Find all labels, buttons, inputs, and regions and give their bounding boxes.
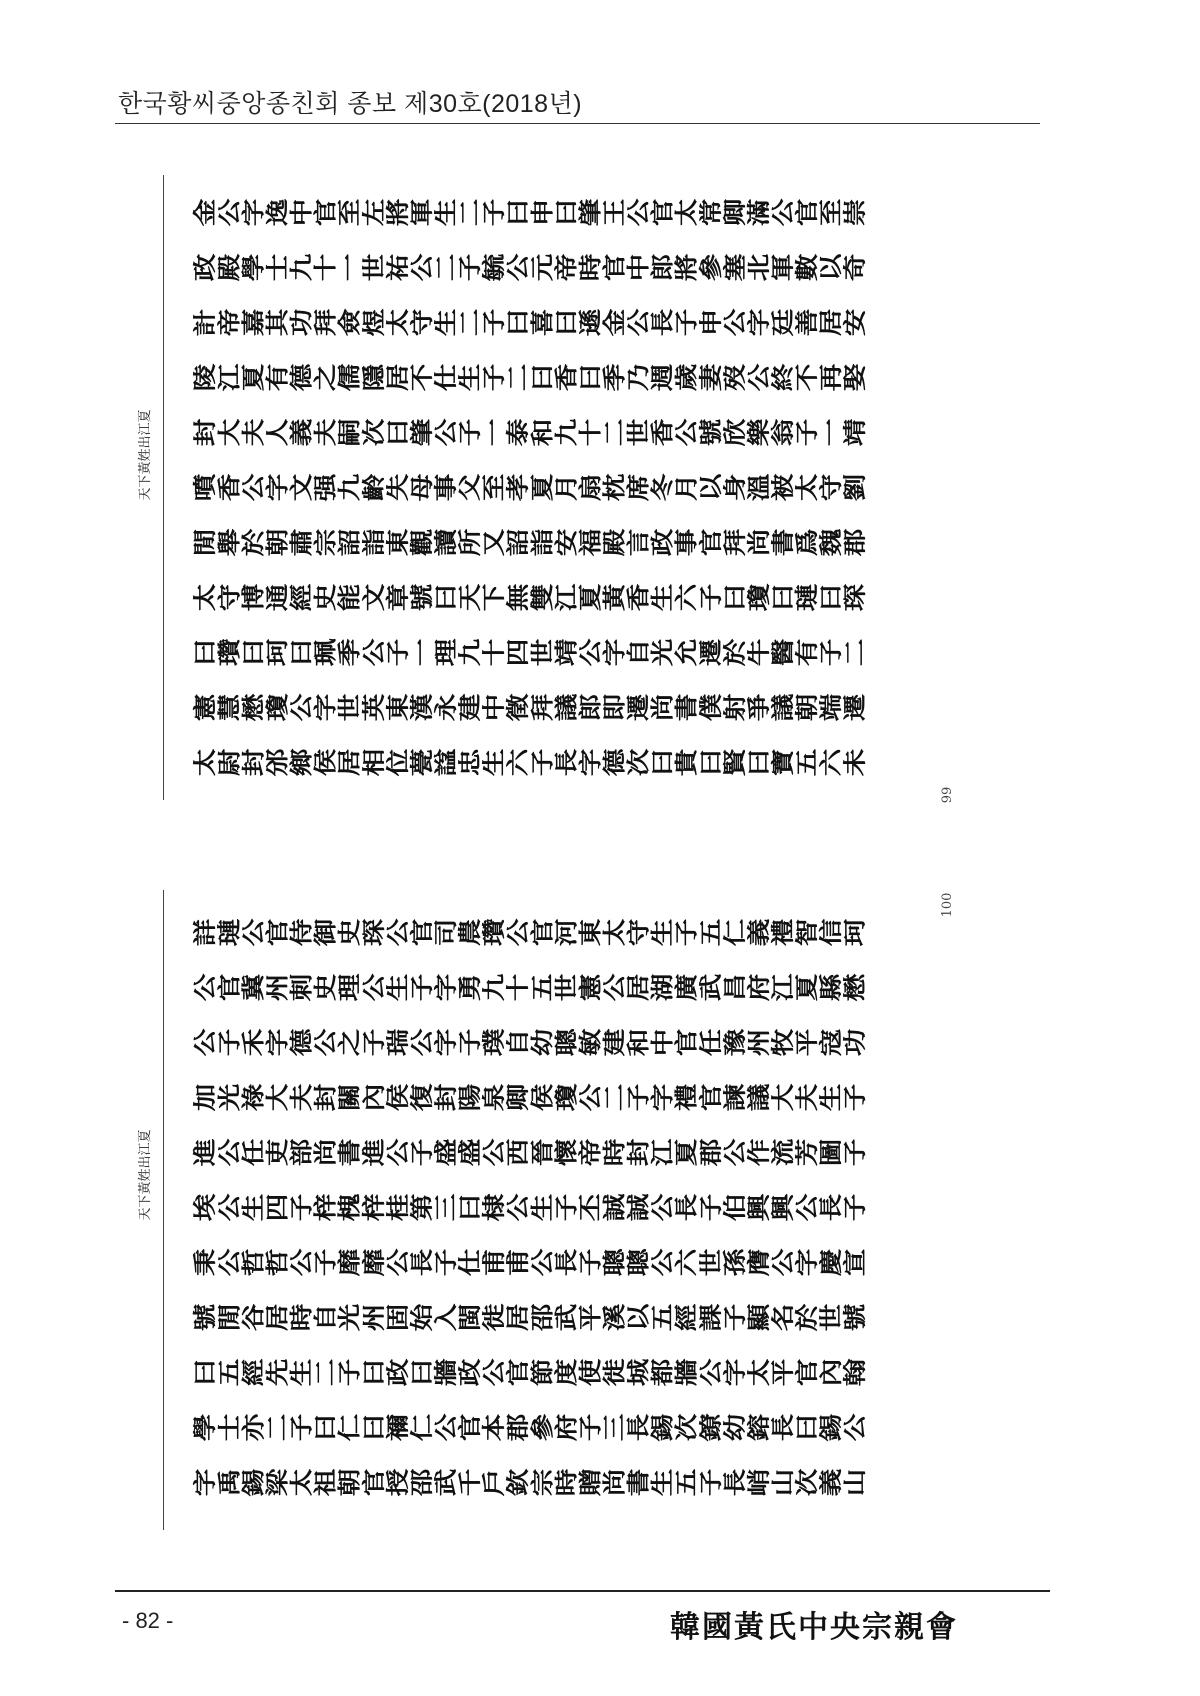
- text-line: 計帝嘉其功拜僉煜太守生二子曰喜曰遜金公長子申公字廷善居安: [192, 308, 865, 341]
- footer-rule: [115, 1590, 1050, 1592]
- text-line: 曰五經先生二子曰政曰牆政公官節度使徙城都牆公字太平官內翰: [192, 1358, 865, 1391]
- text-line: 進公任吏部尚書進公子盛盛公西晉懷帝時封江夏郡公作流芳圖子: [192, 1138, 865, 1171]
- journal-header-title: 한국황씨중앙종친회 종보 제30호(2018년): [118, 90, 583, 118]
- text-line: 封大夫人義夫嗣次曰肇公子一泰和九十二世香公號欣樂翁子一靖: [192, 418, 865, 451]
- page-100-margin-rule: [163, 890, 164, 1530]
- text-line: 埃公生四子梓槐梓桂第三曰棣公生子丕誠誠公長子伯興興公長子: [192, 1193, 865, 1226]
- text-line: 金公字逸中官至左將軍生二子曰申曰肇王公官太常卿滿公官至崇: [192, 198, 865, 231]
- page-100-running-title: 天下黃姓出江夏: [138, 1129, 153, 1221]
- text-line: 曰瓚曰珂曰珮季公子一理九十四世靖公字自光允遷於牛醫有子二: [192, 638, 865, 671]
- text-line: 加光祿大夫封關內侯復封陽泉卿侯瓊公二子字禮官諫議大夫生子: [192, 1083, 865, 1116]
- text-line: 字禹錫梁太祖朝官授邵武千戶欽宗時贈尚書生五子長峭山次義山: [192, 1468, 865, 1501]
- text-line: 號閒谷居時自光州固始入閩徙居邵武平溪以五經課子顯名於世號: [192, 1303, 865, 1336]
- text-line: 噴香公字文强九齡失母事父至孝夏月扇枕席冬月以身溫被太守劉: [192, 473, 865, 506]
- text-line: 秉公哲哲公子靡靡公長子仕甫甫公長子聰聰公六世孫膺公字慶宣: [192, 1248, 865, 1281]
- page-99-running-title: 天下黃姓出江夏: [138, 409, 153, 501]
- page-99-number: 99: [940, 786, 955, 804]
- footer-publisher-name: 韓國黃氏中央宗親會: [670, 1610, 958, 1645]
- text-line: 太尉封邠鄉侯居相位甍諡忠生六子長字德次曰貴曰賢曰寶五六未: [192, 748, 865, 781]
- text-line: 太守博通經史能文章號曰天下無雙江夏黃香生六子曰瓊曰璉曰琛: [192, 583, 865, 616]
- text-line: 閒舉於朝肅宗詔詣東觀讀所又詔詣安福殿言政事官拜尚書爲魏郡: [192, 528, 865, 561]
- text-line: 公子禾字德公之子瑞公字子璞自幼聰敏建和中官任豫州牧平寇功: [192, 1028, 865, 1061]
- text-line: 公官冀州刺史理公生子字勇九十五世憲公居湖廣武昌府江夏縣懋: [192, 973, 865, 1006]
- text-line: 陵江夏有德之儒隱居不仕生子二曰香曰季乃週歲妻歿公終不再娶: [192, 363, 865, 396]
- text-line: 學士亦二子曰仁曰禰仁公官本郡參府子三長錫次鐐幼鎔長曰錫公: [192, 1413, 865, 1446]
- footer-page-number: - 82 -: [122, 1608, 174, 1633]
- text-line: 政殿學士九十一世祐公二子毓公元帝時官中郎將參塞北軍數以奇: [192, 253, 865, 286]
- page-100-number: 100: [940, 892, 955, 918]
- text-line: 詳璉公官侍御史琛公官司農瓚公官河東太守生子五仁義禮智信珂: [192, 918, 865, 951]
- text-line: 憲慧懋瓊公字世英東漢永建中徵拜議郎即遷尚書僕射爭議朝端遷: [192, 693, 865, 726]
